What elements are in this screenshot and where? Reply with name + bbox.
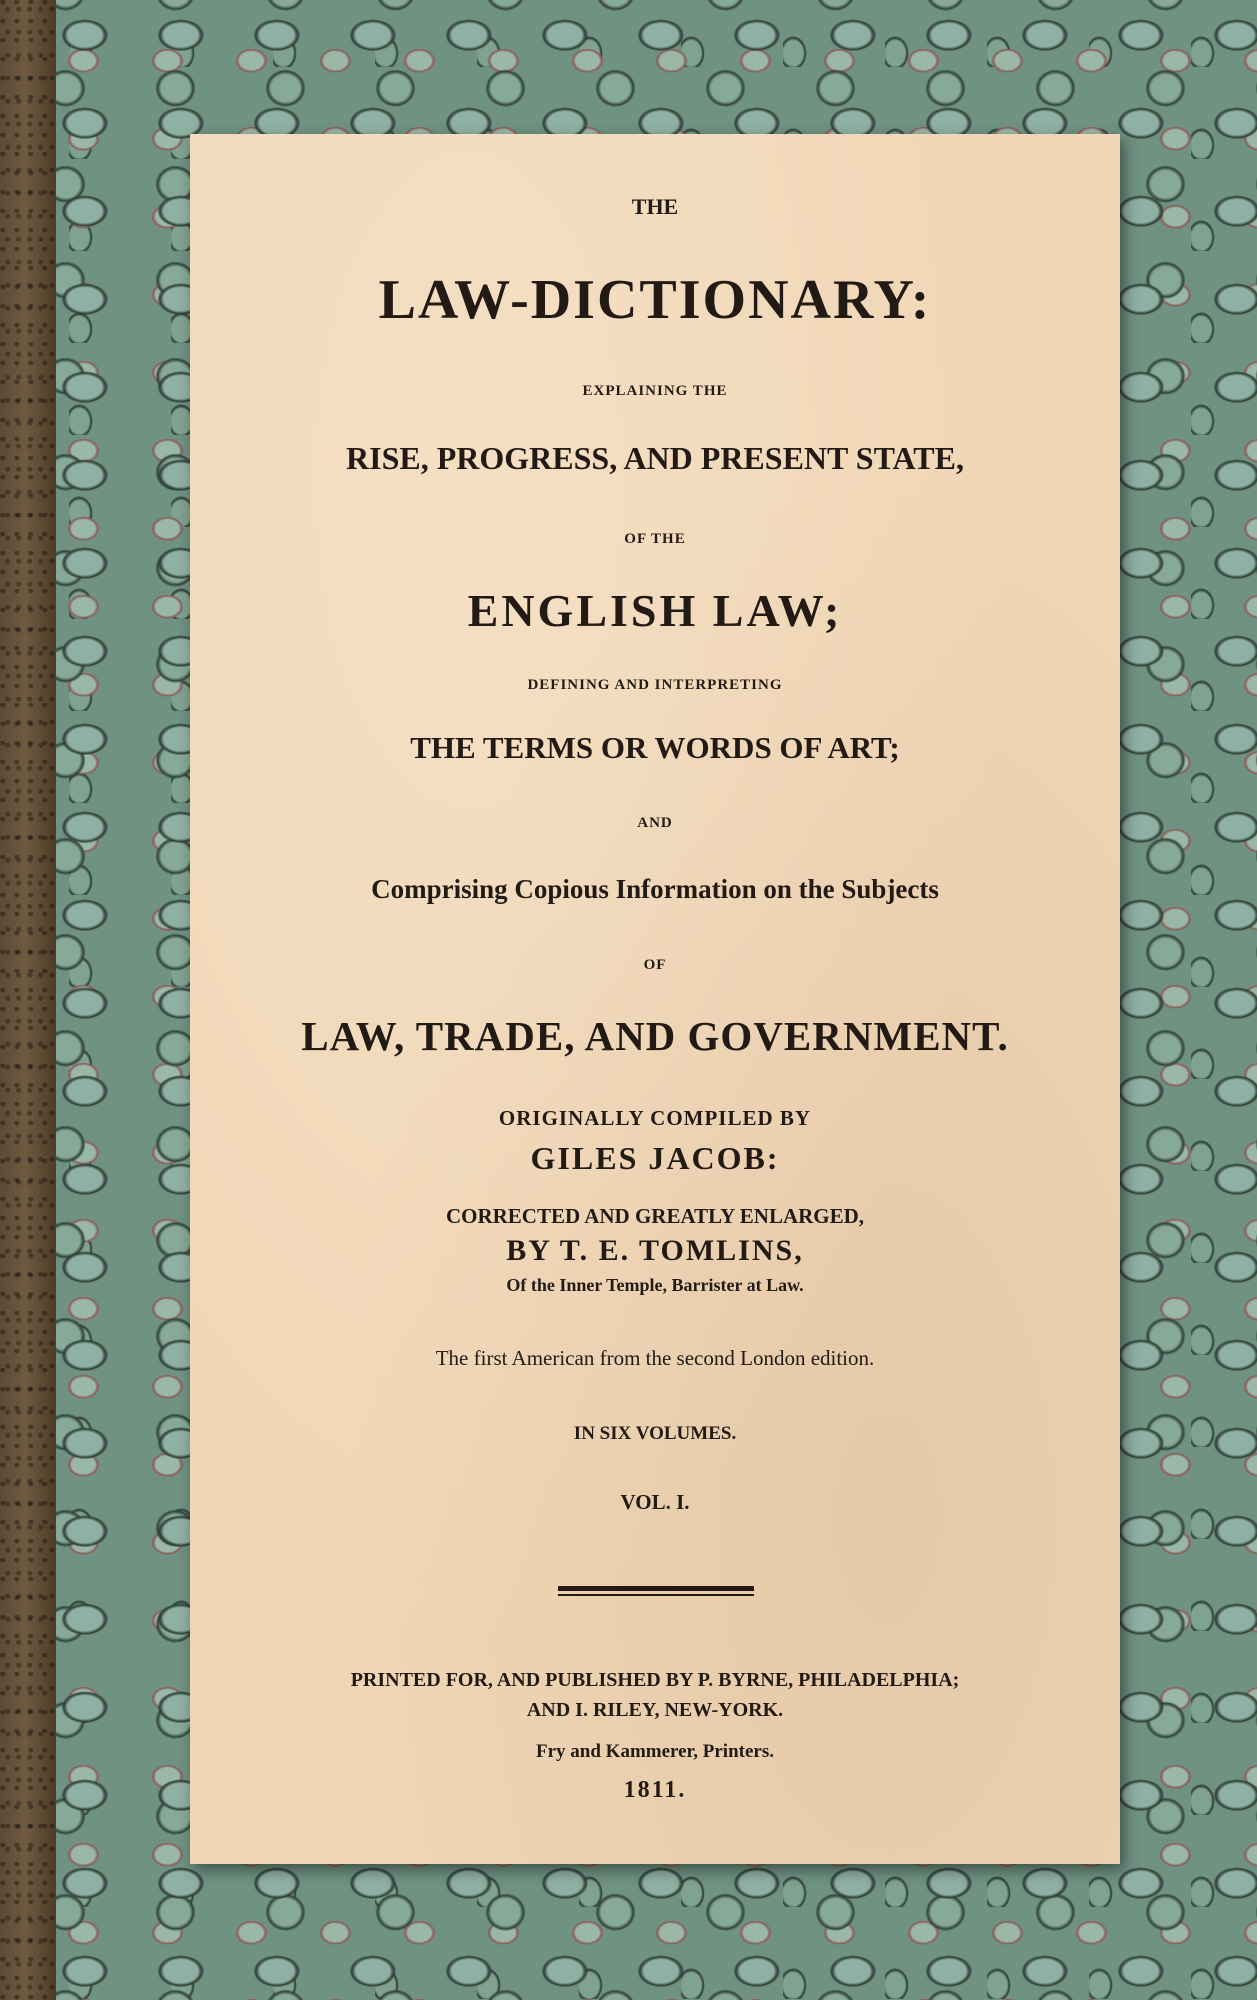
volumes-note: IN SIX VOLUMES. [573,1423,737,1444]
subtitle-explaining: EXPLAINING THE [582,383,728,399]
volume-number: VOL. I. [620,1490,690,1514]
subtitle-of-the: OF THE [624,531,686,547]
subtitle-of: OF [643,957,667,973]
subtitle-comprising: Comprising Copious Information on the Subjects [371,874,939,904]
editor-name: BY T. E. TOMLINS, [506,1234,804,1267]
author-name: GILES JACOB: [530,1140,780,1176]
editor-affiliation: Of the Inner Temple, Barrister at Law. [506,1275,804,1295]
subtitle-terms: THE TERMS OR WORDS OF ART; [410,730,900,765]
subtitle-english-law: ENGLISH LAW; [467,585,843,636]
imprint-riley: AND I. RILEY, NEW-YORK. [526,1699,784,1721]
printers-line: Fry and Kammerer, Printers. [536,1741,774,1762]
corrected-enlarged: CORRECTED AND GREATLY ENLARGED, [445,1204,865,1228]
originally-compiled: ORIGINALLY COMPILED BY [498,1106,812,1130]
title-the: THE [631,194,679,219]
subtitle-rise: RISE, PROGRESS, AND PRESENT STATE, [346,440,964,476]
double-rule [558,1586,754,1596]
imprint-publisher: PRINTED FOR, AND PUBLISHED BY P. BYRNE, PHILADELPHIA; [350,1669,960,1691]
edition-note: The first American from the second London edition. [435,1346,875,1370]
publication-year: 1811. [623,1777,687,1803]
subtitle-and: AND [637,815,673,831]
subtitle-subjects: LAW, TRADE, AND GOVERNMENT. [301,1013,1009,1059]
main-title: LAW-DICTIONARY: [378,269,932,331]
subtitle-defining: DEFINING AND INTERPRETING [527,677,783,693]
title-page [190,134,1120,1864]
book-spine [0,0,58,2000]
